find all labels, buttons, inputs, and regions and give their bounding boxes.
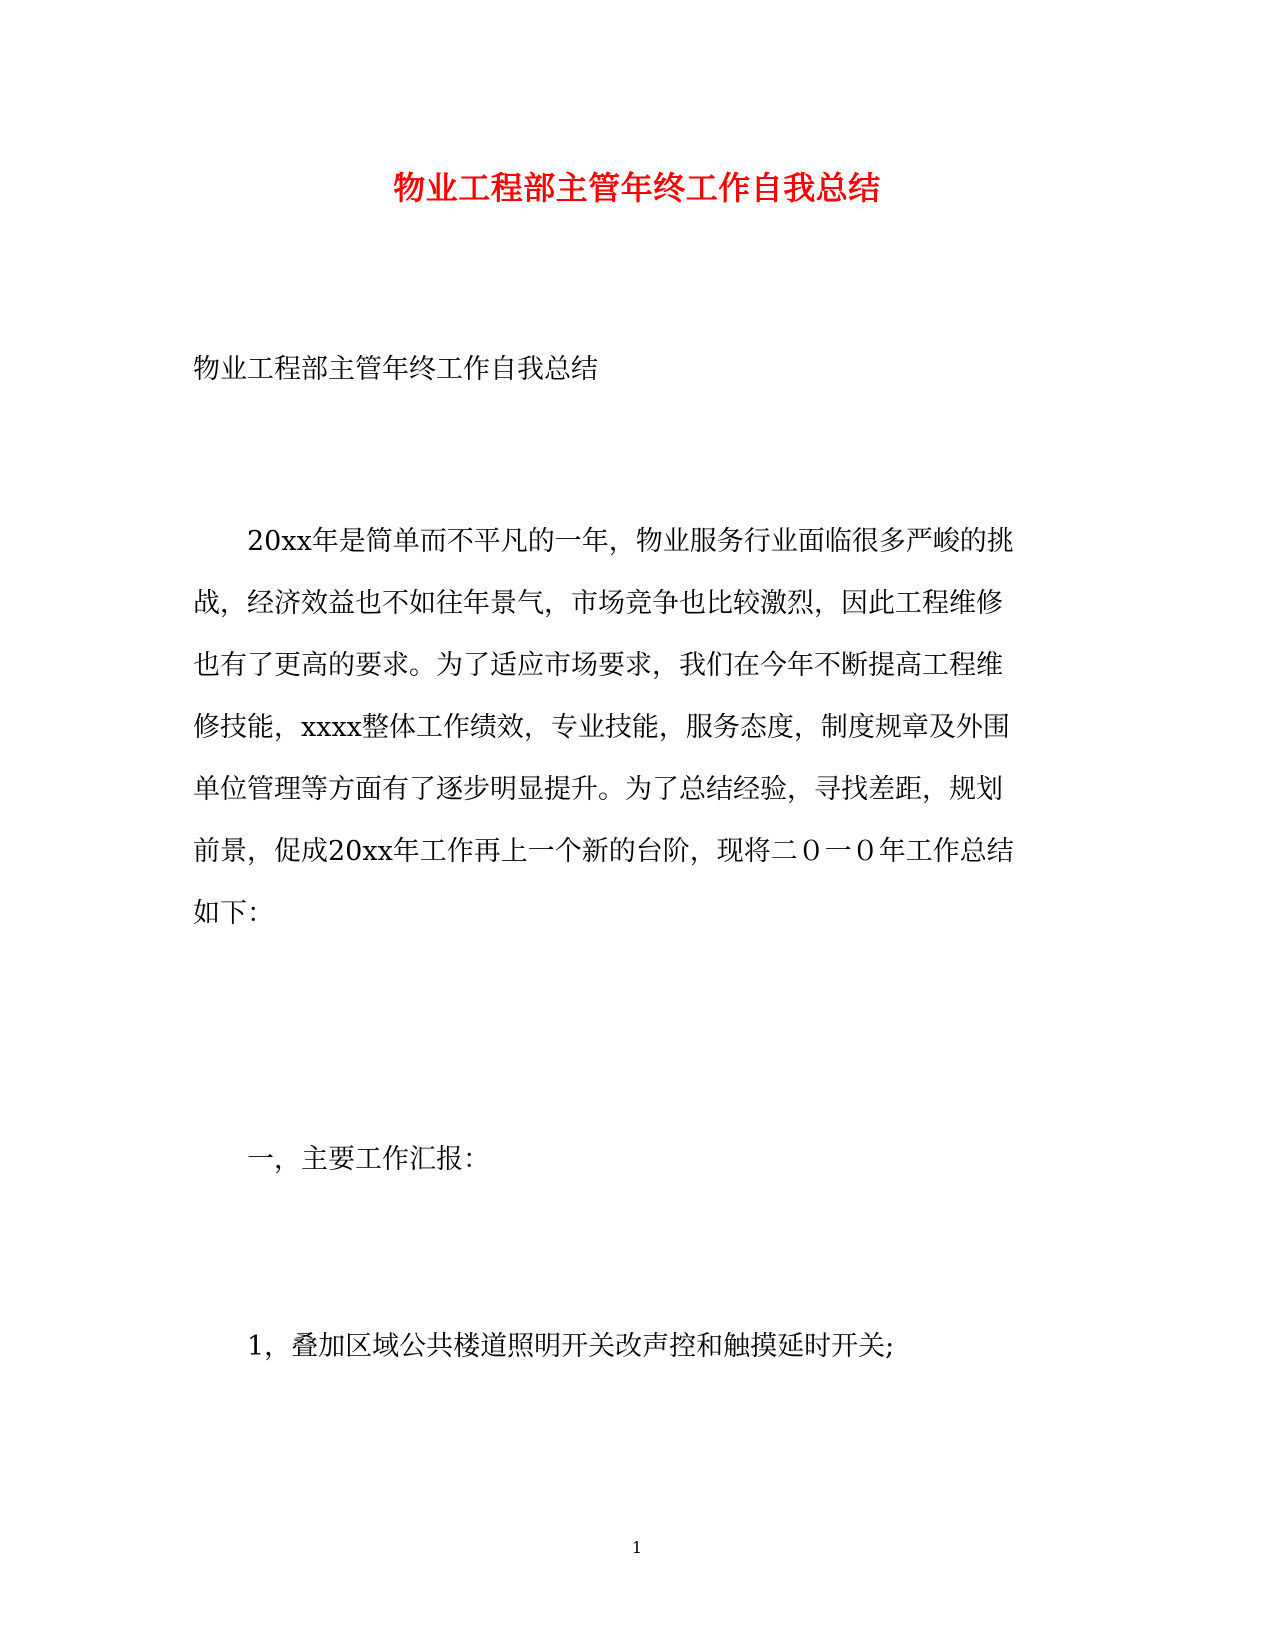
paragraph-line: 单位管理等方面有了逐步明显提升。为了总结经验，寻找差距，规划: [193, 774, 1003, 805]
document-title: 物业工程部主管年终工作自我总结: [393, 169, 881, 207]
paragraph-line: 修技能，xxxx整体工作绩效，专业技能，服务态度，制度规章及外围: [193, 712, 1010, 743]
paragraph-line: 如下：: [193, 898, 274, 929]
list-item: 1，叠加区域公共楼道照明开关改声控和触摸延时开关;: [247, 1331, 895, 1362]
section-heading: 一，主要工作汇报：: [247, 1144, 490, 1175]
paragraph-line: 战，经济效益也不如往年景气，市场竞争也比较激烈，因此工程维修: [193, 588, 1003, 619]
paragraph-line: 也有了更高的要求。为了适应市场要求，我们在今年不断提高工程维: [193, 650, 1003, 681]
paragraph-line: 前景，促成20xx年工作再上一个新的台阶，现将二０一０年工作总结: [193, 836, 1014, 867]
document-subtitle: 物业工程部主管年终工作自我总结: [193, 354, 598, 385]
paragraph-line: 20xx年是简单而不平凡的一年，物业服务行业面临很多严峻的挑: [247, 526, 1014, 557]
page-number: 1: [631, 1538, 643, 1557]
